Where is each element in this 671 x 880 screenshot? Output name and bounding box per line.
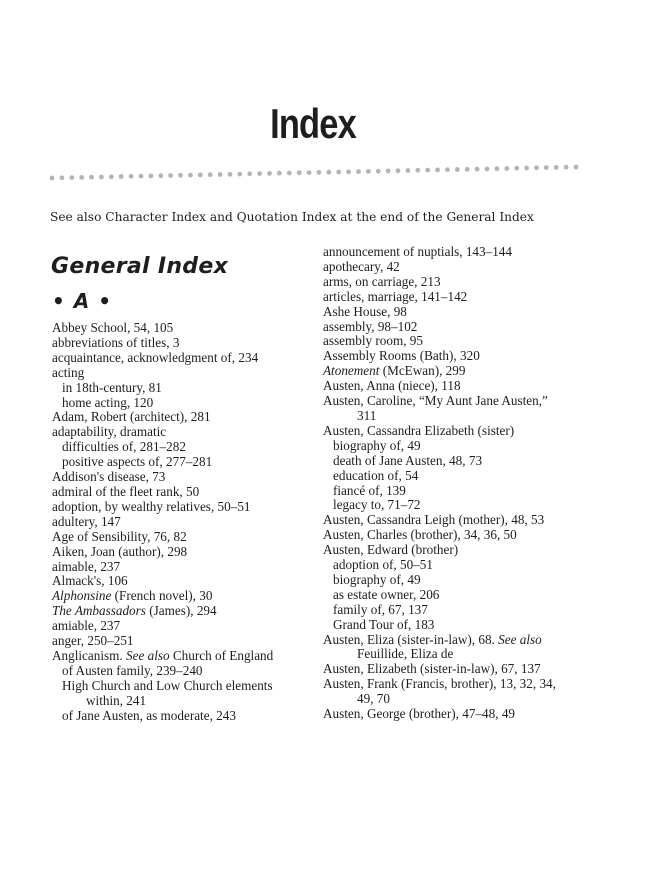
index-entry bbox=[323, 647, 623, 662]
index-entry bbox=[323, 498, 623, 513]
rule-dot bbox=[297, 170, 302, 175]
index-entry-text: positive aspects of, 277–281 bbox=[62, 454, 213, 470]
rule-dot bbox=[356, 169, 361, 174]
index-entry bbox=[52, 440, 312, 455]
index-entry-text: 49, 70 bbox=[357, 691, 390, 707]
index-entry-text: Adam, Robert (architect), 281 bbox=[52, 409, 211, 425]
index-entry bbox=[323, 260, 623, 275]
rule-dot bbox=[228, 172, 233, 177]
index-entry-text: Austen, George (brother), 47–48, 49 bbox=[323, 706, 516, 722]
rule-dot bbox=[485, 167, 490, 172]
index-entry-text: of Austen family, 239–240 bbox=[62, 662, 203, 678]
index-entry bbox=[52, 560, 312, 575]
rule-dot bbox=[396, 168, 401, 173]
index-entry bbox=[323, 290, 623, 305]
index-entry bbox=[323, 588, 623, 603]
index-entry-text: acquaintance, acknowledgment of, 234 bbox=[52, 349, 259, 365]
see-also-note: See also Character Index and Quotation Index at the end of the General Index bbox=[50, 210, 534, 224]
index-entry-text: apothecary, 42 bbox=[323, 258, 400, 274]
index-entry-text: Age of Sensibility, 76, 82 bbox=[52, 528, 187, 544]
rule-dot bbox=[168, 173, 173, 178]
index-entry-text: Austen, Caroline, “My Aunt Jane Austen,” bbox=[323, 393, 548, 409]
rule-dot bbox=[386, 169, 391, 174]
index-entry-text: (McEwan), 299 bbox=[379, 363, 466, 379]
index-entry-text: acting bbox=[52, 364, 85, 380]
index-entry bbox=[323, 662, 623, 677]
index-entry bbox=[323, 558, 623, 573]
rule-dot bbox=[504, 166, 509, 171]
index-entry-text: arms, on carriage, 213 bbox=[323, 273, 441, 289]
index-entry-text: anger, 250–251 bbox=[52, 633, 134, 649]
index-entry bbox=[323, 334, 623, 349]
rule-dot bbox=[425, 168, 430, 173]
rule-dot bbox=[198, 173, 203, 178]
index-entry-text: abbreviations of titles, 3 bbox=[52, 334, 180, 350]
index-entry-text: Austen, Elizabeth (sister-in-law), 67, 137 bbox=[323, 661, 541, 677]
index-entry bbox=[52, 485, 312, 500]
index-entry bbox=[52, 545, 312, 560]
rule-dot bbox=[465, 167, 470, 172]
index-entry-text: Church of England bbox=[169, 647, 274, 663]
index-entry bbox=[52, 604, 312, 619]
index-entry bbox=[52, 351, 312, 366]
rule-dot bbox=[158, 173, 163, 178]
index-entry-text: legacy to, 71–72 bbox=[333, 497, 421, 513]
index-entry-text: Anglicanism. bbox=[52, 647, 126, 663]
index-entry-text: 311 bbox=[357, 407, 377, 423]
rule-dot bbox=[524, 166, 529, 171]
index-entry bbox=[52, 589, 312, 604]
index-entry bbox=[323, 677, 623, 692]
index-entry bbox=[52, 619, 312, 634]
index-entry-text: amiable, 237 bbox=[52, 618, 121, 634]
index-entry bbox=[52, 679, 312, 694]
rule-dot bbox=[267, 171, 272, 176]
index-entry-italic: The Ambassadors bbox=[52, 603, 146, 619]
rule-dot bbox=[139, 174, 144, 179]
rule-dot bbox=[89, 175, 94, 180]
index-entry-italic: Alphonsine bbox=[52, 588, 112, 604]
index-entry-text: difficulties of, 281–282 bbox=[62, 439, 186, 455]
rule-dot bbox=[564, 165, 569, 170]
index-entry-text: Austen, Anna (niece), 118 bbox=[323, 378, 461, 394]
index-entry bbox=[52, 649, 312, 664]
index-entry bbox=[52, 515, 312, 530]
page-title: Index bbox=[270, 100, 356, 147]
rule-dot bbox=[218, 172, 223, 177]
index-entry-text: death of Jane Austen, 48, 73 bbox=[333, 452, 483, 468]
index-entry-text: assembly, 98–102 bbox=[323, 318, 418, 334]
index-entry bbox=[323, 394, 623, 409]
index-entry-text: announcement of nuptials, 143–144 bbox=[323, 244, 512, 259]
index-entry bbox=[323, 469, 623, 484]
index-entry-text: Aiken, Joan (author), 298 bbox=[52, 543, 188, 559]
index-entry bbox=[323, 424, 623, 439]
rule-dot bbox=[149, 174, 154, 179]
rule-dot bbox=[119, 174, 124, 179]
index-entry bbox=[52, 455, 312, 470]
rule-dot bbox=[69, 175, 74, 180]
rule-dot bbox=[277, 171, 282, 176]
index-entry-text: of Jane Austen, as moderate, 243 bbox=[62, 707, 236, 723]
index-entry bbox=[52, 410, 312, 425]
index-entry bbox=[323, 275, 623, 290]
index-entry-text: adaptability, dramatic bbox=[52, 424, 167, 440]
rule-dot bbox=[435, 168, 440, 173]
index-entry-text: adultery, 147 bbox=[52, 513, 121, 529]
rule-dot bbox=[257, 171, 262, 176]
index-entry-text: assembly room, 95 bbox=[323, 333, 423, 349]
index-entry bbox=[52, 366, 312, 381]
rule-dot bbox=[554, 165, 559, 170]
index-entry bbox=[323, 603, 623, 618]
rule-dot bbox=[574, 165, 579, 170]
index-entry bbox=[52, 336, 312, 351]
index-entry bbox=[323, 528, 623, 543]
index-entry-text: Austen, Cassandra Elizabeth (sister) bbox=[323, 422, 515, 438]
rule-dot bbox=[178, 173, 183, 178]
rule-dot bbox=[307, 170, 312, 175]
index-entry bbox=[323, 305, 623, 320]
index-entry bbox=[323, 320, 623, 335]
index-entry bbox=[52, 694, 312, 709]
rule-dot bbox=[247, 171, 252, 176]
index-entry bbox=[323, 513, 623, 528]
index-entry-text: Austen, Charles (brother), 34, 36, 50 bbox=[323, 527, 517, 543]
index-entry bbox=[323, 633, 623, 648]
index-entry bbox=[323, 707, 623, 722]
index-entry bbox=[323, 692, 623, 707]
index-entry-text: (French novel), 30 bbox=[111, 588, 213, 604]
index-entry-text: Austen, Edward (brother) bbox=[323, 542, 459, 558]
rule-dot bbox=[495, 166, 500, 171]
rule-dot bbox=[376, 169, 381, 174]
rule-dot bbox=[109, 174, 114, 179]
index-entry bbox=[323, 543, 623, 558]
rule-dot bbox=[544, 165, 549, 170]
rule-dot bbox=[129, 174, 134, 179]
index-entry-text: home acting, 120 bbox=[62, 394, 154, 410]
index-entry-text: aimable, 237 bbox=[52, 558, 121, 574]
index-entry-text: Grand Tour of, 183 bbox=[333, 616, 435, 632]
index-entry-text: biography of, 49 bbox=[333, 437, 421, 453]
index-entry bbox=[52, 425, 312, 440]
index-entry-text: Assembly Rooms (Bath), 320 bbox=[323, 348, 480, 364]
rule-dot bbox=[237, 172, 242, 177]
index-entry-text: Feuillide, Eliza de bbox=[357, 646, 454, 662]
index-entry-text: adoption of, 50–51 bbox=[333, 557, 433, 573]
rule-dot bbox=[445, 167, 450, 172]
index-entry bbox=[323, 349, 623, 364]
index-entry-text: family of, 67, 137 bbox=[333, 601, 428, 617]
index-entry-text: Almack's, 106 bbox=[52, 573, 128, 589]
index-entry bbox=[52, 470, 312, 485]
rule-dot bbox=[326, 170, 331, 175]
index-entry-text: education of, 54 bbox=[333, 467, 419, 483]
index-entry-text: High Church and Low Church elements bbox=[62, 677, 273, 693]
index-column-right bbox=[323, 245, 623, 722]
index-entry-italic: See also bbox=[126, 647, 170, 663]
index-entry bbox=[323, 484, 623, 499]
rule-dot bbox=[534, 165, 539, 170]
index-entry-text: Austen, Frank (Francis, brother), 13, 32, 34, bbox=[323, 676, 556, 692]
index-entry bbox=[52, 574, 312, 589]
rule-dot bbox=[514, 166, 519, 171]
section-heading: General Index bbox=[51, 254, 229, 279]
rule-dot bbox=[50, 176, 55, 181]
index-entry bbox=[323, 454, 623, 469]
index-entry bbox=[52, 634, 312, 649]
index-entry bbox=[323, 409, 623, 424]
index-entry bbox=[52, 321, 312, 336]
rule-dot bbox=[79, 175, 84, 180]
rule-dot bbox=[60, 175, 65, 180]
rule-dot bbox=[346, 169, 351, 174]
index-entry bbox=[323, 439, 623, 454]
dotted-rule bbox=[48, 163, 580, 181]
index-entry-text: Abbey School, 54, 105 bbox=[52, 320, 174, 335]
index-entry-text: (James), 294 bbox=[145, 603, 217, 619]
index-entry-text: Addison's disease, 73 bbox=[52, 469, 166, 485]
index-entry-text: fiancé of, 139 bbox=[333, 482, 406, 498]
index-entry bbox=[323, 573, 623, 588]
rule-dot bbox=[415, 168, 420, 173]
index-entry-text: biography of, 49 bbox=[333, 571, 421, 587]
index-entry-text: admiral of the fleet rank, 50 bbox=[52, 483, 200, 499]
index-entry bbox=[323, 379, 623, 394]
index-column-left bbox=[52, 321, 312, 723]
index-entry-text: articles, marriage, 141–142 bbox=[323, 288, 468, 304]
index-entry bbox=[52, 500, 312, 515]
rule-dot bbox=[99, 175, 104, 180]
index-entry-text: Austen, Eliza (sister-in-law), 68. bbox=[323, 631, 499, 647]
index-entry bbox=[52, 709, 312, 724]
rule-dot bbox=[287, 171, 292, 176]
index-entry-italic: See also bbox=[498, 631, 542, 647]
rule-dot bbox=[406, 168, 411, 173]
rule-dot bbox=[475, 167, 480, 172]
index-entry bbox=[323, 618, 623, 633]
index-entry-text: adoption, by wealthy relatives, 50–51 bbox=[52, 498, 251, 514]
index-entry-text: Ashe House, 98 bbox=[323, 303, 407, 319]
index-entry-italic: Atonement bbox=[323, 363, 380, 379]
index-entry-text: as estate owner, 206 bbox=[333, 586, 440, 602]
index-entry bbox=[52, 381, 312, 396]
rule-dot bbox=[336, 170, 341, 175]
index-entry-text: in 18th-century, 81 bbox=[62, 379, 162, 395]
index-entry-text: within, 241 bbox=[86, 692, 147, 708]
rule-dot bbox=[366, 169, 371, 174]
rule-dot bbox=[455, 167, 460, 172]
index-entry bbox=[52, 530, 312, 545]
index-entry bbox=[323, 364, 623, 379]
rule-dot bbox=[208, 172, 213, 177]
rule-dot bbox=[188, 173, 193, 178]
letter-heading: • A • bbox=[52, 289, 111, 313]
index-entry bbox=[323, 245, 623, 260]
rule-dot bbox=[317, 170, 322, 175]
index-entry bbox=[52, 396, 312, 411]
index-entry bbox=[52, 664, 312, 679]
index-entry-text: Austen, Cassandra Leigh (mother), 48, 53 bbox=[323, 512, 545, 528]
